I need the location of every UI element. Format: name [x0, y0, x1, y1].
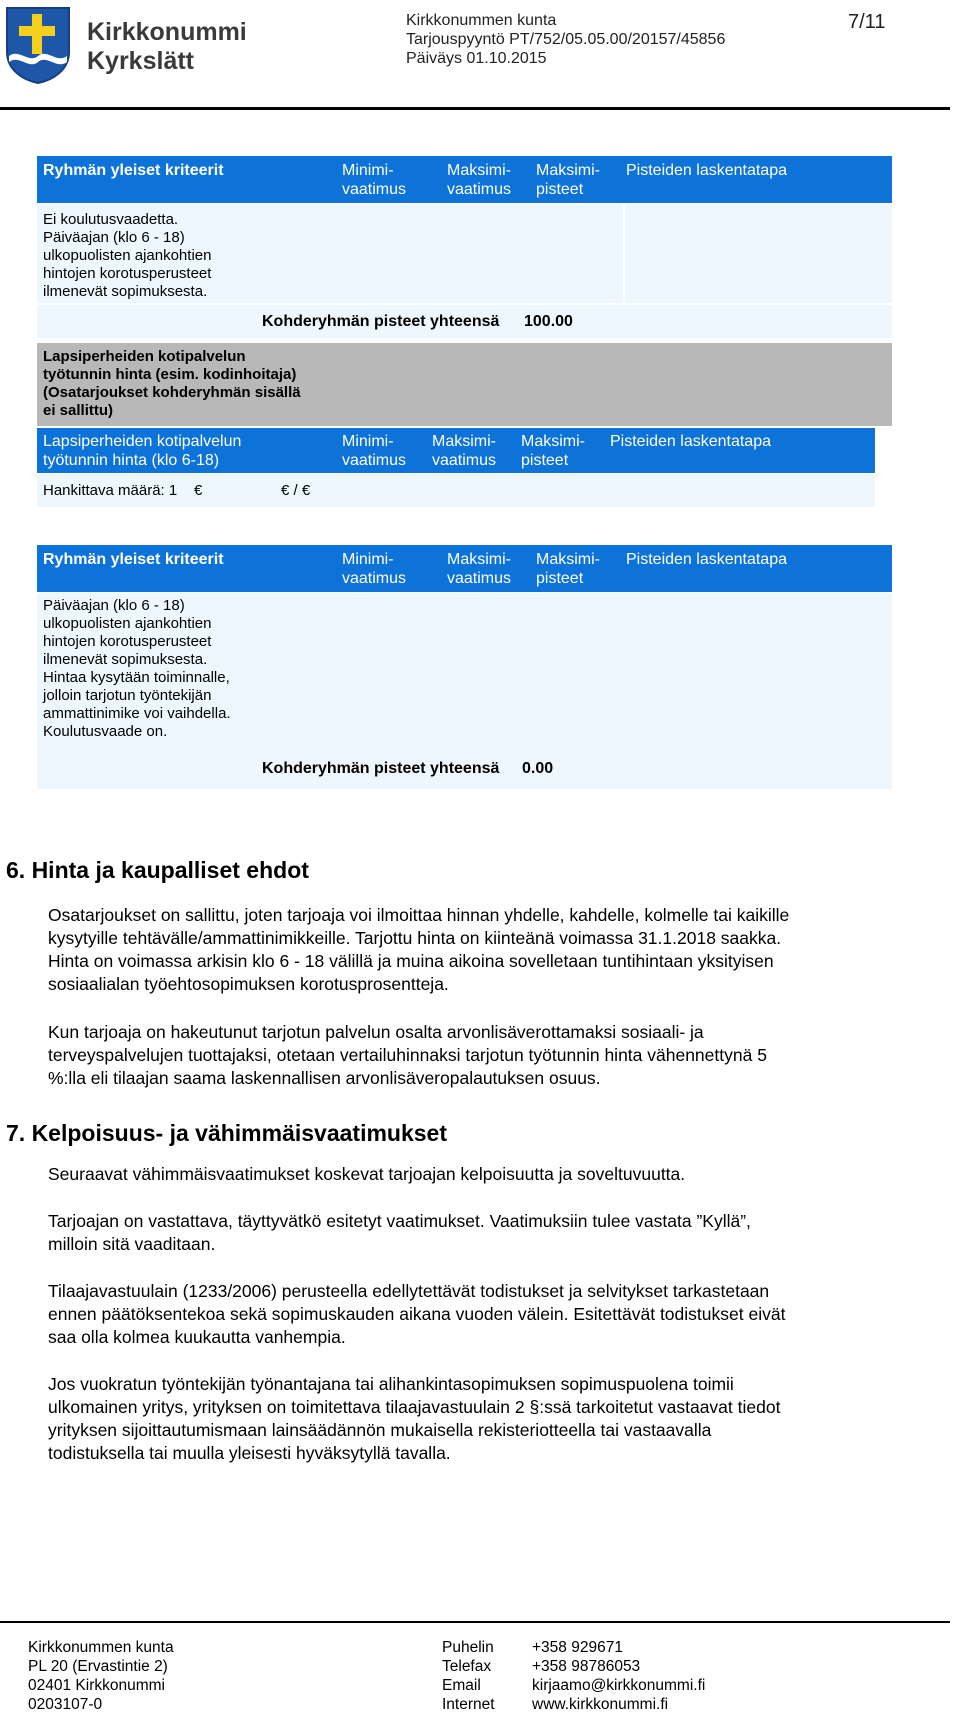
section-7-paragraph-1: [48, 1163, 948, 1186]
paragraph-line: kysytyille tehtävälle/ammattinimikkeille. Tarjottu hinta on kiinteänä voimassa 31.1.2018 saakka.: [48, 928, 782, 948]
subgroup-col-min: [342, 432, 406, 470]
table2-body: [37, 593, 892, 750]
paragraph-line: Tarjoajan on vastattava, täyttyvätkö esitetyt vaatimukset. Vaatimuksiin tulee vastata ”Kyllä”,: [48, 1211, 751, 1231]
subgroup-title-line: Lapsiperheiden kotipalvelun: [43, 348, 246, 365]
subgroup-title-line: ei sallittu): [43, 402, 114, 419]
table1-criteria-line: ilmenevät sopimuksesta.: [43, 283, 208, 300]
subgroup-item-title: [43, 432, 241, 470]
table1-criteria-line: Päiväajan (klo 6 - 18): [43, 229, 185, 246]
footer-address-line: 0203107-0: [28, 1696, 103, 1713]
paragraph-line: sosiaalialan työehtosopimuksen korotusprosentteja.: [48, 974, 449, 994]
paragraph-line: Tilaajavastuulain (1233/2006) perusteella edellytettävät todistukset ja selvitykset tarkastetaan: [48, 1281, 770, 1301]
quantity-label: Hankittava määrä: 1: [43, 482, 178, 499]
table2-col-min: [342, 550, 406, 588]
table1-header: [37, 156, 892, 203]
footer-phone: +358 929671: [532, 1639, 623, 1656]
footer-address: [28, 1638, 174, 1714]
subgroup-title-line: (Osatarjoukset kohderyhmän sisällä: [43, 384, 301, 401]
subgroup-title: [43, 348, 301, 420]
table1-col-criteria: Ryhmän yleiset kriteerit: [43, 162, 224, 179]
table1-col-max-line1: Maksimi-: [447, 162, 511, 179]
subgroup-item-title-line: Lapsiperheiden kotipalvelun: [43, 433, 242, 450]
subgroup-col-max-line1: Maksimi-: [432, 433, 496, 450]
section-7-paragraph-2: [48, 1210, 948, 1256]
table1-col-max: [447, 161, 511, 199]
table1-col-min-line1: Minimi-: [342, 162, 394, 179]
table2-col-min-line2: vaatimus: [342, 570, 407, 587]
table2-criteria-line: ilmenevät sopimuksesta.: [43, 651, 208, 668]
table2-total-value: 0.00: [522, 760, 554, 777]
subgroup-col-max-line2: vaatimus: [432, 452, 497, 469]
subgroup-col-points: [521, 432, 585, 470]
paragraph-line: %:lla eli tilaajan saama laskennallisen arvonlisäveropalautuksen osuus.: [48, 1068, 601, 1088]
table2-col-min-line1: Minimi-: [342, 551, 394, 568]
subgroup-title-bar: [37, 343, 892, 426]
subgroup-item-title-line: työtunnin hinta (klo 6-18): [43, 452, 220, 469]
table1-total-value: 100.00: [524, 313, 573, 330]
table2-total-label: Kohderyhmän pisteet yhteensä: [262, 760, 500, 777]
subgroup-col-points-line1: Maksimi-: [521, 433, 585, 450]
paragraph-line: ennen päätöksentekoa sekä sopimuskauden aikana vuoden välein. Esitettävät todistukset eivät: [48, 1304, 786, 1324]
paragraph-line: todistuksella tai muulla yleisesti hyväksytyllä tavalla.: [48, 1443, 451, 1463]
subgroup-col-points-line2: pisteet: [521, 452, 569, 469]
reference-number: Tarjouspyyntö PT/752/05.05.00/20157/45856: [406, 31, 726, 48]
footer-divider: [0, 1621, 950, 1623]
table2-criteria-line: Hintaa kysytään toiminnalle,: [43, 669, 230, 686]
table1-criteria-line: Ei koulutusvaadetta.: [43, 211, 179, 228]
footer-address-line: PL 20 (Ervastintie 2): [28, 1658, 168, 1675]
paragraph-line: Seuraavat vähimmäisvaatimukset koskevat tarjoajan kelpoisuutta ja soveltuvuutta.: [48, 1164, 686, 1184]
footer-label: Internet: [442, 1696, 495, 1713]
table1-criteria-text: [43, 211, 211, 301]
table1-total-label: Kohderyhmän pisteet yhteensä: [262, 313, 500, 330]
table2-criteria-line: ulkopuolisten ajankohtien: [43, 615, 212, 632]
paragraph-line: saa olla kolmea kuukautta vanhempia.: [48, 1327, 346, 1347]
table1-body: [37, 204, 892, 303]
document-date: Päiväys 01.10.2015: [406, 50, 547, 67]
header-divider: [0, 107, 950, 110]
subgroup-col-calc: Pisteiden laskentatapa: [610, 433, 771, 450]
section-7-paragraph-3: [48, 1280, 948, 1349]
table1-column-divider: [623, 204, 625, 303]
table2-col-points: [536, 550, 600, 588]
logo-line-2: Kyrkslätt: [87, 47, 194, 75]
section-7-heading: 7. Kelpoisuus- ja vähimmäisvaatimukset: [6, 1120, 448, 1146]
footer-fax: +358 98786053: [532, 1658, 641, 1675]
table2-col-max-line2: vaatimus: [447, 570, 512, 587]
table1-col-min: [342, 161, 406, 199]
table2-col-max: [447, 550, 511, 588]
footer-label: Telefax: [442, 1658, 492, 1675]
footer-email-link[interactable]: kirjaamo@kirkkonummi.fi: [532, 1677, 706, 1694]
table2-col-criteria: Ryhmän yleiset kriteerit: [43, 551, 224, 568]
table1-criteria-line: hintojen korotusperusteet: [43, 265, 212, 282]
paragraph-line: Jos vuokratun työntekijän työnantajana tai alihankintasopimuksen sopimuspuolena toimii: [48, 1374, 734, 1394]
table1-col-min-line2: vaatimus: [342, 181, 407, 198]
table2-col-points-line1: Maksimi-: [536, 551, 600, 568]
subgroup-col-min-line2: vaatimus: [342, 452, 407, 469]
paragraph-line: milloin sitä vaaditaan.: [48, 1234, 216, 1254]
logo-line-1: Kirkkonummi: [87, 18, 247, 46]
paragraph-line: terveyspalvelujen tuottajaksi, otetaan vertailuhinnaksi tarjotun työtunnin hinta vähennettynä 5: [48, 1045, 767, 1065]
footer-contact-labels: [442, 1638, 495, 1714]
document-meta: [406, 11, 725, 68]
subgroup-col-max: [432, 432, 496, 470]
table2-criteria-line: ammattinimike voi vaihdella.: [43, 705, 231, 722]
table1-col-points: [536, 161, 600, 199]
footer-label: Puhelin: [442, 1639, 494, 1656]
table2-col-calc: Pisteiden laskentatapa: [626, 551, 787, 568]
paragraph-line: Kun tarjoaja on hakeutunut tarjotun palvelun osalta arvonlisäverottamaksi sosiaali- ja: [48, 1022, 704, 1042]
table1-col-points-line2: pisteet: [536, 181, 584, 198]
table2-col-max-line1: Maksimi-: [447, 551, 511, 568]
paragraph-line: Osatarjoukset on sallittu, joten tarjoaja voi ilmoittaa hinnan yhdelle, kahdelle, kolmelle tai kaikille: [48, 905, 790, 925]
subgroup-quantity-row: [37, 474, 875, 507]
section-6-paragraph-1: [48, 904, 948, 996]
section-7-paragraph-4: [48, 1373, 948, 1465]
footer-address-line: Kirkkonummen kunta: [28, 1639, 174, 1656]
subgroup-item-header: [37, 428, 875, 473]
table2-total-row: [37, 750, 892, 789]
table2-col-points-line2: pisteet: [536, 570, 584, 587]
paragraph-line: Hinta on voimassa arkisin klo 6 - 18 välillä ja muina aikoina sovelletaan tuntihintaan yksityisen: [48, 951, 774, 971]
org-name: Kirkkonummen kunta: [406, 12, 557, 29]
paragraph-line: yrityksen sijoittautumismaan lainsäädännön mukaisella rekisteriotteella tai vastaavalla: [48, 1420, 712, 1440]
table1-col-points-line1: Maksimi-: [536, 162, 600, 179]
municipality-logo: [5, 6, 255, 86]
section-6-heading: 6. Hinta ja kaupalliset ehdot: [6, 857, 309, 883]
footer-contact-values: [532, 1638, 705, 1714]
quantity-unit: €: [194, 482, 203, 499]
price-unit: € / €: [281, 482, 311, 499]
table1-col-max-line2: vaatimus: [447, 181, 512, 198]
table1-criteria-line: ulkopuolisten ajankohtien: [43, 247, 212, 264]
table2-criteria-text: [43, 597, 231, 741]
footer-address-line: 02401 Kirkkonummi: [28, 1677, 165, 1694]
subgroup-col-min-line1: Minimi-: [342, 433, 394, 450]
table1-total-row: [37, 305, 892, 338]
section-6-paragraph-2: [48, 1021, 948, 1090]
table2-criteria-line: Päiväajan (klo 6 - 18): [43, 597, 185, 614]
footer-label: Email: [442, 1677, 481, 1694]
page-number: 7/11: [848, 11, 886, 33]
table2-header: [37, 545, 892, 592]
subgroup-title-line: työtunnin hinta (esim. kodinhoitaja): [43, 366, 297, 383]
paragraph-line: ulkomainen yritys, yrityksen on toimitettava tilaajavastuulain 2 §:ssä tarkoitetut vastaavat tiedot: [48, 1397, 781, 1417]
table1-col-calc: Pisteiden laskentatapa: [626, 162, 787, 179]
footer-website-link[interactable]: www.kirkkonummi.fi: [532, 1696, 669, 1713]
table2-criteria-line: Koulutusvaade on.: [43, 723, 168, 740]
coat-of-arms-icon: [5, 6, 71, 84]
table2-criteria-line: hintojen korotusperusteet: [43, 633, 212, 650]
table2-criteria-line: jolloin tarjotun työntekijän: [43, 687, 212, 704]
